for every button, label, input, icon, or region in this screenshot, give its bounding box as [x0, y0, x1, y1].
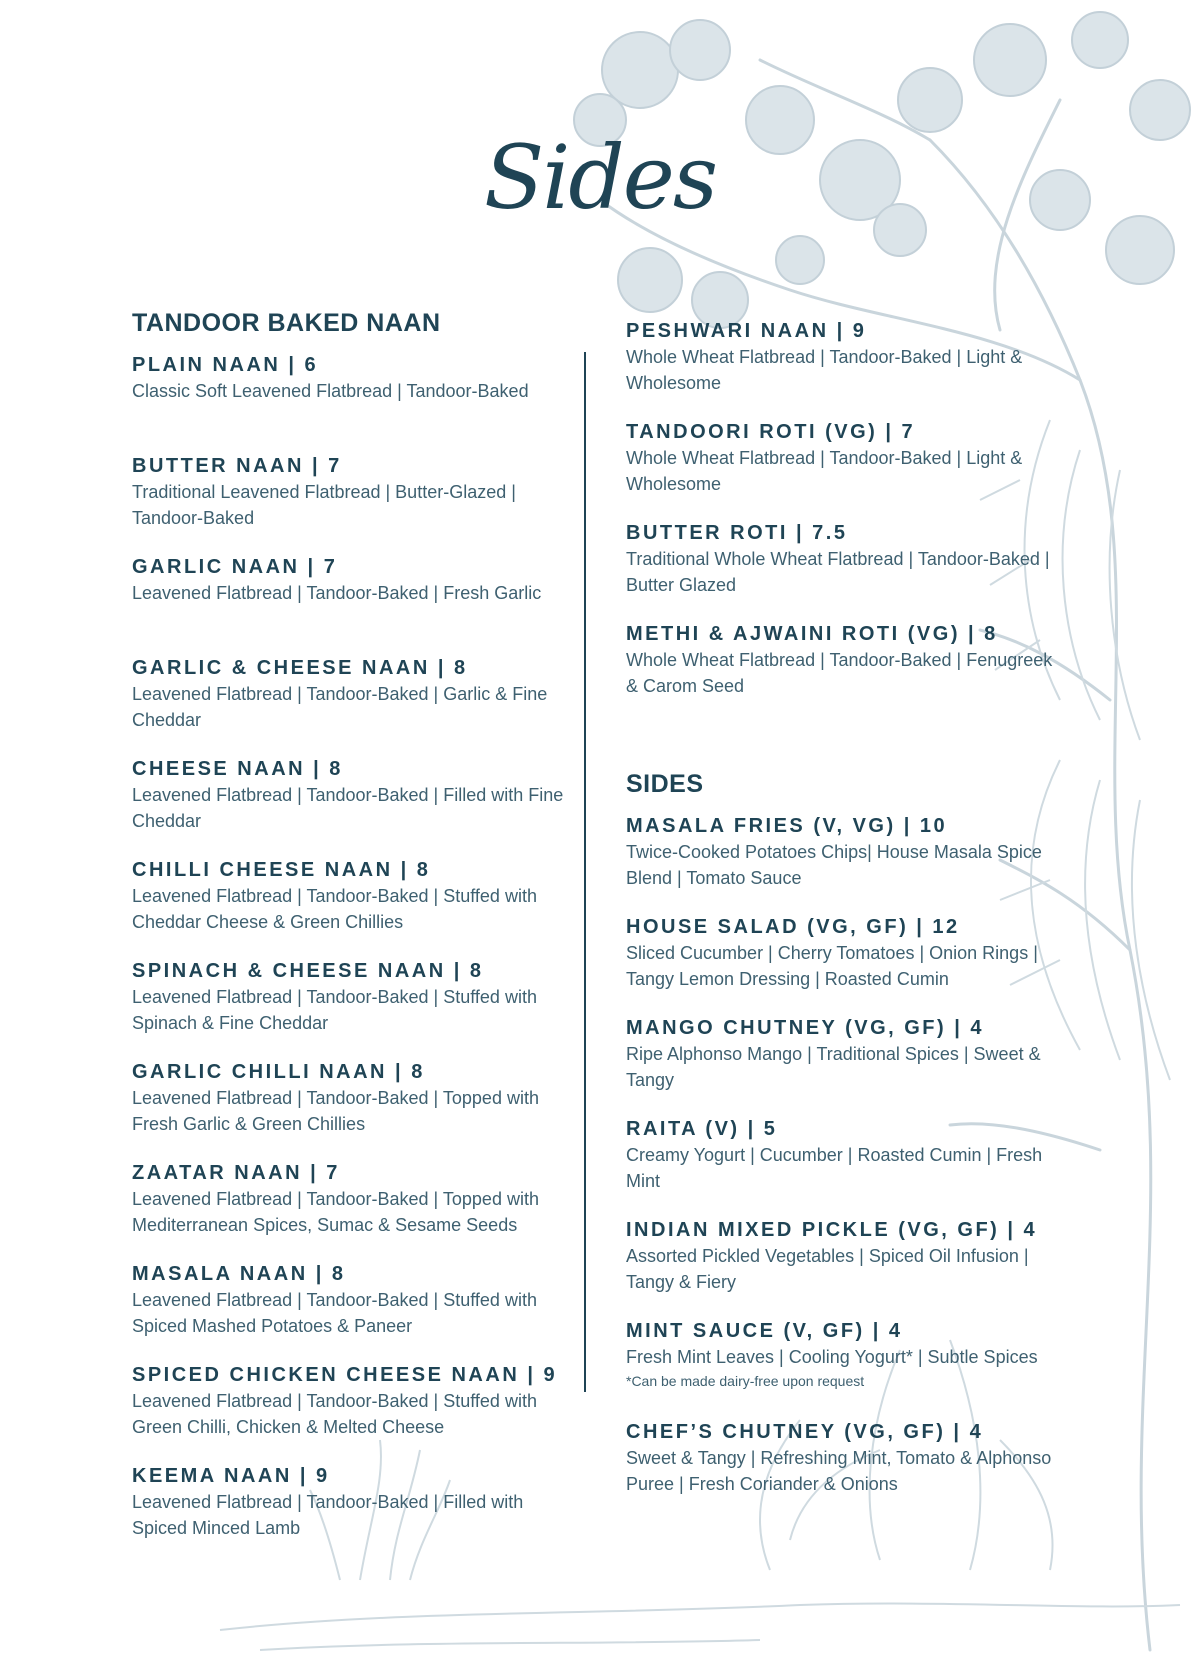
item-name: CHEESE NAAN | 8 [132, 758, 343, 780]
menu-item [132, 1463, 572, 1564]
breads-list [626, 318, 1066, 722]
item-description: Leavened Flatbread | Tandoor-Baked | Stuffed with Spinach & Fine Cheddar [132, 987, 537, 1033]
menu-item [626, 1419, 1066, 1520]
item-name: ZAATAR NAAN | 7 [132, 1162, 340, 1184]
naan-column [132, 306, 572, 1564]
menu-item [626, 1217, 1066, 1318]
menu-item [132, 453, 572, 554]
item-description: Leavened Flatbread | Tandoor-Baked | Filled with Fine Cheddar [132, 785, 564, 831]
item-description: Traditional Leavened Flatbread | Butter-Glazed | Tandoor-Baked [132, 482, 516, 528]
item-name: TANDOORI ROTI (VG) | 7 [626, 421, 916, 443]
item-description: Whole Wheat Flatbread | Tandoor-Baked | Light & Wholesome [626, 448, 1023, 494]
item-name: GARLIC NAAN | 7 [132, 556, 338, 578]
menu-item [132, 857, 572, 958]
item-name: SPICED CHICKEN CHEESE NAAN | 9 [132, 1364, 558, 1386]
item-name: METHI & AJWAINI ROTI (VG) | 8 [626, 623, 998, 645]
item-description: Leavened Flatbread | Tandoor-Baked | Topped with Fresh Garlic & Green Chillies [132, 1088, 539, 1134]
menu-item [626, 419, 1066, 520]
sides-section [626, 767, 1066, 1520]
item-name: MASALA NAAN | 8 [132, 1263, 346, 1285]
column-divider [584, 352, 586, 1392]
item-name: BUTTER NAAN | 7 [132, 455, 342, 477]
item-description: Leavened Flatbread | Tandoor-Baked | Filled with Spiced Minced Lamb [132, 1492, 524, 1538]
item-name: INDIAN MIXED PICKLE (VG, GF) | 4 [626, 1219, 1038, 1241]
item-name: SPINACH & CHEESE NAAN | 8 [132, 960, 484, 982]
dietary-note: *Can be made dairy-free upon request [626, 1373, 865, 1389]
item-name: MINT SAUCE (V, GF) | 4 [626, 1320, 903, 1342]
item-description: Leavened Flatbread | Tandoor-Baked | Garlic & Fine Cheddar [132, 684, 548, 730]
item-description: Creamy Yogurt | Cucumber | Roasted Cumin | Fresh Mint [626, 1145, 1043, 1191]
item-name: PLAIN NAAN | 6 [132, 354, 319, 376]
item-description: Twice-Cooked Potatoes Chips| House Masala Spice Blend | Tomato Sauce [626, 842, 1042, 888]
menu-item [626, 813, 1066, 914]
menu-item [132, 1059, 572, 1160]
menu-item [626, 914, 1066, 1015]
item-description: Leavened Flatbread | Tandoor-Baked | Stuffed with Green Chilli, Chicken & Melted Cheese [132, 1391, 537, 1437]
item-name: GARLIC CHILLI NAAN | 8 [132, 1061, 425, 1083]
menu-item [626, 621, 1066, 722]
item-description: Traditional Whole Wheat Flatbread | Tandoor-Baked | Butter Glazed [626, 549, 1050, 595]
menu-item [132, 352, 572, 453]
menu-item [626, 520, 1066, 621]
menu-item [132, 756, 572, 857]
item-description: Whole Wheat Flatbread | Tandoor-Baked | Light & Wholesome [626, 347, 1023, 393]
sides-section-heading: SIDES [626, 770, 704, 798]
item-name: MASALA FRIES (V, VG) | 10 [626, 815, 948, 837]
naan-section-heading: TANDOOR BAKED NAAN [132, 309, 441, 337]
item-name: RAITA (V) | 5 [626, 1118, 778, 1140]
item-name: HOUSE SALAD (VG, GF) | 12 [626, 916, 960, 938]
item-name: KEEMA NAAN | 9 [132, 1465, 330, 1487]
item-description: Leavened Flatbread | Tandoor-Baked | Topped with Mediterranean Spices, Sumac & Sesame Seeds [132, 1189, 539, 1235]
item-description: Leavened Flatbread | Tandoor-Baked | Fresh Garlic [132, 583, 542, 603]
menu-item [132, 1261, 572, 1362]
menu-item [626, 318, 1066, 419]
item-description: Sliced Cucumber | Cherry Tomatoes | Onion Rings | Tangy Lemon Dressing | Roasted Cumin [626, 943, 1038, 989]
item-description: Fresh Mint Leaves | Cooling Yogurt* | Subtle Spices [626, 1347, 1038, 1367]
item-name: MANGO CHUTNEY (VG, GF) | 4 [626, 1017, 985, 1039]
menu-item [626, 1015, 1066, 1116]
page-title: Sides [484, 126, 716, 229]
item-description: Assorted Pickled Vegetables | Spiced Oil Infusion | Tangy & Fiery [626, 1246, 1029, 1292]
item-description: Ripe Alphonso Mango | Traditional Spices | Sweet & Tangy [626, 1044, 1041, 1090]
item-description: Leavened Flatbread | Tandoor-Baked | Stuffed with Spiced Mashed Potatoes & Paneer [132, 1290, 537, 1336]
menu-item [132, 1160, 572, 1261]
menu-item [626, 1318, 1066, 1419]
item-name: BUTTER ROTI | 7.5 [626, 522, 848, 544]
item-name: PESHWARI NAAN | 9 [626, 320, 867, 342]
menu-item [132, 958, 572, 1059]
naan-list [132, 352, 572, 1564]
item-description: Classic Soft Leavened Flatbread | Tandoor-Baked [132, 381, 529, 401]
item-name: CHILLI CHEESE NAAN | 8 [132, 859, 431, 881]
item-description: Leavened Flatbread | Tandoor-Baked | Stuffed with Cheddar Cheese & Green Chillies [132, 886, 537, 932]
item-name: GARLIC & CHEESE NAAN | 8 [132, 657, 468, 679]
right-column [626, 318, 1066, 1520]
menu-item [132, 554, 572, 655]
menu-item [132, 655, 572, 756]
item-description: Whole Wheat Flatbread | Tandoor-Baked | Fenugreek & Carom Seed [626, 650, 1053, 696]
menu-item [132, 1362, 572, 1463]
item-name: CHEF’S CHUTNEY (VG, GF) | 4 [626, 1421, 984, 1443]
menu-item [626, 1116, 1066, 1217]
item-description: Sweet & Tangy | Refreshing Mint, Tomato & Alphonso Puree | Fresh Coriander & Onions [626, 1448, 1052, 1494]
